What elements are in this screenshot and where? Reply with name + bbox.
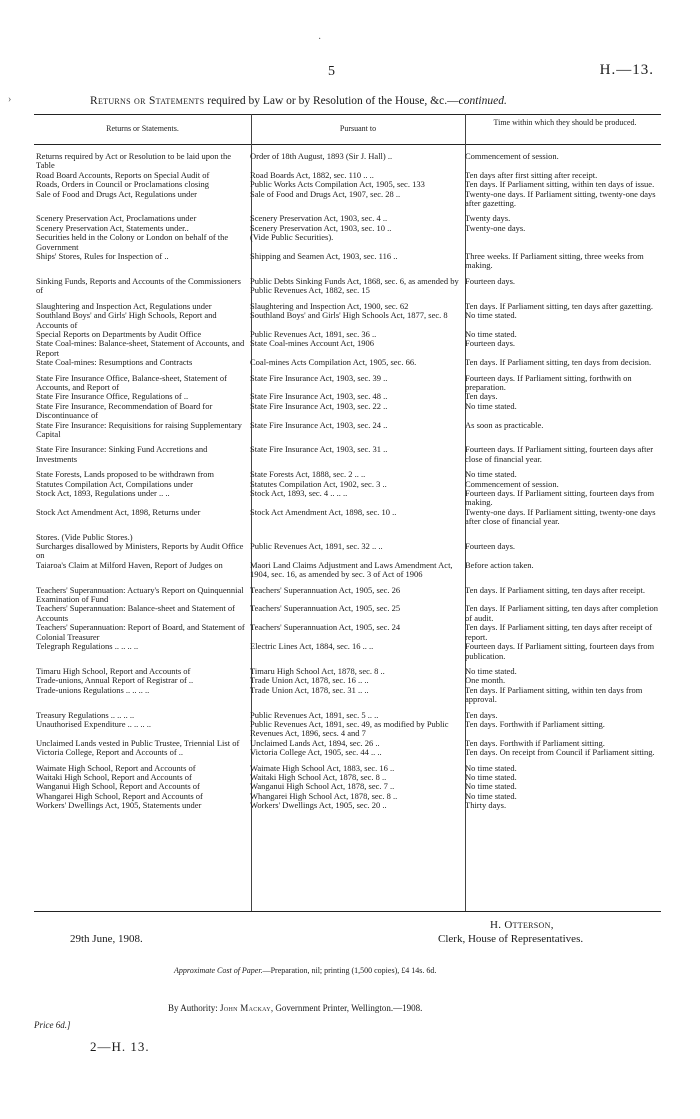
table-row: [34, 623, 661, 642]
pursuant-cell: Scenery Preservation Act, 1903, sec. 10 ..: [250, 222, 392, 233]
return-cell: Roads, Orders in Council or Proclamations closing: [36, 179, 210, 190]
time-cell: Fourteen days. If Parliament sitting, forthwith on preparation.: [465, 372, 632, 392]
printer-authority: [168, 1003, 422, 1013]
time-cell: Twenty-one days.: [465, 222, 526, 233]
time-cell: Fourteen days. If Parliament sitting, fourteen days from publication.: [465, 641, 655, 661]
return-cell: Stock Act, 1893, Regulations under .. ..: [36, 488, 170, 498]
time-cell: Ten days.: [465, 709, 498, 720]
printer-name: John Mackay: [220, 1003, 271, 1013]
table-row: [34, 152, 661, 171]
table-row: [34, 586, 661, 605]
time-cell: One month.: [465, 675, 506, 686]
time-cell: Twenty days.: [465, 213, 511, 224]
pursuant-cell: Scenery Preservation Act, 1903, sec. 4 ..: [250, 213, 388, 224]
return-cell: Unauthorised Expenditure .. .. .. ..: [36, 718, 151, 729]
margin-mark: ›: [8, 94, 12, 105]
pursuant-cell: Stock Act Amendment Act, 1898, sec. 10 ..: [250, 506, 397, 517]
table-top-rule: [34, 114, 661, 115]
table-row: [34, 489, 661, 508]
pursuant-cell: State Fire Insurance Act, 1903, sec. 22 ..: [250, 400, 388, 411]
pursuant-cell: Sale of Food and Drugs Act, 1907, sec. 28 ..: [250, 188, 401, 199]
table-row: [34, 421, 661, 440]
time-cell: Fourteen days.: [465, 338, 516, 349]
pursuant-cell: Public Revenues Act, 1891, sec. 49, as modified by Public Revenues Act, 1896, secs. 4 and 7: [250, 718, 449, 739]
pursuant-cell: Public Revenues Act, 1891, sec. 5 .. ..: [250, 709, 379, 720]
return-cell: Teachers' Superannuation: Report of Board, and Statement of Colonial Treasurer: [36, 622, 245, 642]
pursuant-cell: Waimate High School Act, 1883, sec. 16 ..: [250, 762, 395, 773]
pursuant-cell: Maori Land Claims Adjustment and Laws Amendment Act, 1904, sec. 16, as amended by sec. 3 of Act of 1906: [250, 559, 453, 580]
time-cell: Fourteen days. If Parliament sitting, fourteen days after close of financial year.: [465, 444, 654, 464]
return-cell: Stock Act Amendment Act, 1898, Returns under: [36, 506, 201, 517]
time-cell: Twenty-one days. If Parliament sitting, twenty-one days after close of financial year.: [465, 506, 656, 527]
table-row: [34, 642, 661, 661]
table-row: [34, 252, 661, 271]
time-cell: Ten days.: [465, 391, 498, 402]
table-row: [34, 190, 661, 209]
price-label: Price 6d.]: [34, 1020, 71, 1030]
return-cell: Special Reports on Departments by Audit Office: [36, 328, 202, 339]
pursuant-cell: Teachers' Superannuation Act, 1905, sec. 25: [250, 603, 401, 614]
returns-table-body: [34, 152, 661, 811]
return-cell: Road Board Accounts, Reports on Special Audit of: [36, 169, 210, 180]
time-cell: No time stated.: [465, 781, 517, 792]
return-cell: Telegraph Regulations .. .. .. ..: [36, 641, 139, 652]
pursuant-cell: State Coal-mines Account Act, 1906: [250, 338, 374, 349]
pursuant-cell: Victoria College Act, 1905, sec. 44 .. ..: [250, 747, 382, 758]
pursuant-cell: Road Boards Act, 1882, sec. 110 .. ..: [250, 169, 374, 180]
pursuant-cell: Coal-mines Acts Compilation Act, 1905, sec. 66.: [250, 357, 417, 368]
paper-cost-text: —Preparation, nil; printing (1,500 copies), £4 14s. 6d.: [262, 966, 437, 975]
column-header-pursuant: Pursuant to: [339, 124, 377, 133]
pursuant-cell: State Fire Insurance Act, 1903, sec. 24 ..: [250, 419, 388, 430]
pursuant-cell: Public Debts Sinking Funds Act, 1868, sec. 6, as amended by Public Revenues Act, 1882, sec. 15: [250, 275, 459, 296]
table-row: [34, 542, 661, 561]
pursuant-cell: Unclaimed Lands Act, 1894, sec. 26 ..: [250, 737, 380, 748]
time-cell: Fourteen days.: [465, 541, 516, 552]
return-cell: Southland Boys' and Girls' High Schools, Report and Accounts of: [36, 310, 217, 330]
return-cell: State Forests, Lands proposed to be withdrawn from: [36, 469, 214, 480]
time-cell: Ten days. If Parliament sitting, ten days after receipt of report.: [465, 622, 653, 642]
time-cell: Commencement of session.: [465, 478, 559, 489]
time-cell: No time stated.: [465, 310, 517, 321]
authority-prefix: By Authority:: [168, 1003, 221, 1013]
time-cell: No time stated.: [465, 328, 517, 339]
header-bottom-rule: [34, 144, 661, 145]
pursuant-cell: Public Revenues Act, 1891, sec. 36 ..: [250, 328, 377, 339]
table-bottom-rule: [34, 911, 661, 912]
return-cell: Teachers' Superannuation: Balance-sheet and Statement of Accounts: [36, 603, 235, 623]
time-cell: Ten days. If Parliament sitting, within ten days from approval.: [465, 684, 643, 705]
pursuant-cell: Statutes Compilation Act, 1902, sec. 3 ..: [250, 478, 387, 489]
title-rest: required by Law or by Resolution of the House, &c.—: [204, 95, 459, 107]
pursuant-cell: Public Works Acts Compilation Act, 1905, sec. 133: [250, 179, 425, 190]
table-row: [34, 748, 661, 757]
return-cell: Unclaimed Lands vested in Public Trustee, Triennial List of: [36, 737, 240, 748]
margin-dot: ·: [318, 34, 322, 45]
table-row: [34, 358, 661, 367]
return-cell: Ships' Stores, Rules for Inspection of ..: [36, 251, 169, 262]
pursuant-cell: State Fire Insurance Act, 1903, sec. 48 ..: [250, 391, 388, 402]
table-row: [34, 801, 661, 810]
pursuant-cell: Slaughtering and Inspection Act, 1900, sec. 62: [250, 300, 409, 311]
pursuant-cell: Electric Lines Act, 1884, sec. 16 .. ..: [250, 641, 374, 652]
page-number: 5: [328, 64, 335, 79]
return-cell: State Coal-mines: Resumptions and Contracts: [36, 357, 193, 368]
document-reference: H.—13.: [599, 62, 654, 78]
return-cell: State Fire Insurance Office, Balance-sheet, Statement of Accounts, and Report of: [36, 372, 228, 392]
table-row: [34, 374, 661, 393]
returns-table: [34, 152, 661, 811]
return-cell: Timaru High School, Report and Accounts of: [36, 665, 191, 676]
document-date: 29th June, 1908.: [70, 933, 143, 945]
return-cell: Surcharges disallowed by Ministers, Reports by Audit Office on: [36, 541, 244, 561]
table-row: [34, 402, 661, 421]
title-main: Returns or Statements: [90, 95, 205, 107]
pursuant-cell: Teachers' Superannuation Act, 1905, sec. 24: [250, 622, 401, 633]
return-cell: Teachers' Superannuation: Actuary's Report on Quinquennial Examination of Fund: [36, 584, 244, 605]
time-cell: No time stated.: [465, 469, 517, 480]
time-cell: Ten days. Forthwith if Parliament sitting.: [465, 718, 605, 729]
return-cell: State Fire Insurance: Sinking Fund Accretions and Investments: [36, 444, 208, 464]
signature-name: H. Otterson,: [490, 919, 554, 931]
table-row: [34, 339, 661, 358]
column-header-returns: Returns or Statements.: [106, 124, 179, 133]
pursuant-cell: State Fire Insurance Act, 1903, sec. 39 ..: [250, 372, 388, 383]
return-cell: State Coal-mines: Balance-sheet, Statement of Accounts, and Report: [36, 338, 245, 358]
sheet-signature-mark: 2—H. 13.: [90, 1039, 150, 1054]
time-cell: As soon as practicable.: [465, 419, 544, 430]
return-cell: Workers' Dwellings Act, 1905, Statements under: [36, 800, 202, 811]
page-title: [90, 95, 650, 107]
time-cell: Ten days after first sitting after receipt.: [465, 169, 598, 180]
pursuant-cell: Wanganui High School Act, 1878, sec. 7 ..: [250, 781, 395, 792]
time-cell: No time stated.: [465, 790, 517, 801]
return-cell: State Fire Insurance: Requisitions for raising Supplementary Capital: [36, 419, 242, 439]
pursuant-cell: Trade Union Act, 1878, sec. 16 .. ..: [250, 675, 369, 686]
time-cell: Fourteen days.: [465, 275, 516, 286]
return-cell: Stores. (Vide Public Stores.): [36, 531, 133, 542]
pursuant-cell: Timaru High School Act, 1878, sec. 8 ..: [250, 665, 385, 676]
signature-title: Clerk, House of Representatives.: [438, 933, 584, 945]
return-cell: Treasury Regulations .. .. .. ..: [36, 709, 135, 720]
return-cell: Trade-unions Regulations .. .. .. ..: [36, 684, 150, 695]
pursuant-cell: Trade Union Act, 1878, sec. 31 .. ..: [250, 684, 369, 695]
return-cell: Securities held in the Colony or London on behalf of the Government: [36, 232, 229, 252]
return-cell: Sale of Food and Drugs Act, Regulations under: [36, 188, 198, 199]
time-cell: Three weeks. If Parliament sitting, three weeks from making.: [465, 251, 644, 271]
return-cell: State Fire Insurance, Recommendation of Board for Discontinuance of: [36, 400, 213, 421]
return-cell: State Fire Insurance Office, Regulations of ..: [36, 391, 189, 402]
table-row: [34, 561, 661, 580]
time-cell: No time stated.: [465, 665, 517, 676]
table-row: [34, 686, 661, 705]
table-row: [34, 311, 661, 330]
pursuant-cell: Waitaki High School Act, 1878, sec. 8 ..: [250, 771, 387, 782]
table-row: [34, 720, 661, 739]
pursuant-cell: Shipping and Seamen Act, 1903, sec. 116 ..: [250, 251, 398, 262]
return-cell: Wanganui High School, Report and Accounts of: [36, 781, 200, 792]
pursuant-cell: Whangarei High School Act, 1878, sec. 8 ..: [250, 790, 398, 801]
return-cell: Slaughtering and Inspection Act, Regulations under: [36, 300, 212, 311]
pursuant-cell: Southland Boys' and Girls' High Schools Act, 1877, sec. 8: [250, 310, 448, 321]
time-cell: No time stated.: [465, 400, 517, 411]
time-cell: Before action taken.: [465, 559, 534, 570]
return-cell: Whangarei High School, Report and Accounts of: [36, 790, 203, 801]
table-row: [34, 508, 661, 527]
returns-table-grid: [34, 152, 661, 811]
return-cell: Scenery Preservation Act, Proclamations under: [36, 213, 197, 224]
return-cell: Sinking Funds, Reports and Accounts of the Commissioners of: [36, 275, 241, 296]
time-cell: Ten days. On receipt from Council if Parliament sitting.: [465, 747, 655, 758]
authority-rest: , Government Printer, Wellington.—1908.: [270, 1003, 423, 1013]
return-cell: Waimate High School, Report and Accounts of: [36, 762, 196, 773]
time-cell: Ten days. Forthwith if Parliament sitting.: [465, 737, 605, 748]
time-cell: [463, 233, 661, 252]
time-cell: Twenty-one days. If Parliament sitting, twenty-one days after gazetting.: [465, 188, 656, 209]
return-cell: Returns required by Act or Resolution to be laid upon the Table: [36, 151, 231, 171]
time-cell: Fourteen days. If Parliament sitting, fourteen days from making.: [465, 488, 655, 508]
time-cell: No time stated.: [465, 771, 517, 782]
time-cell: Ten days. If Parliament sitting, ten days after completion of audit.: [465, 603, 658, 623]
column-header-time: Time within which they should be produced.: [493, 118, 637, 127]
time-cell: Ten days. If Parliament sitting, ten days from decision.: [465, 357, 652, 368]
title-continued: continued.: [458, 95, 507, 107]
time-cell: Commencement of session.: [465, 151, 559, 161]
table-row: [34, 277, 661, 296]
return-cell: Statutes Compilation Act, Compilations under: [36, 478, 194, 489]
pursuant-cell: State Forests Act, 1888, sec. 2 .. ..: [250, 469, 366, 480]
pursuant-cell: State Fire Insurance Act, 1903, sec. 31 ..: [250, 444, 388, 455]
table-row: [34, 604, 661, 623]
time-cell: Thirty days.: [465, 800, 507, 811]
pursuant-cell: (Vide Public Securities).: [250, 232, 334, 243]
time-cell: Ten days. If Parliament sitting, ten days after receipt.: [465, 584, 645, 595]
paper-cost-note: [174, 966, 436, 975]
return-cell: Victoria College, Report and Accounts of ..: [36, 747, 184, 758]
return-cell: Trade-unions, Annual Report of Registrar of ..: [36, 675, 194, 686]
return-cell: Scenery Preservation Act, Statements under..: [36, 222, 189, 233]
pursuant-cell: Order of 18th August, 1893 (Sir J. Hall) ..: [250, 151, 393, 161]
time-cell: No time stated.: [465, 762, 517, 773]
return-cell: Waitaki High School, Report and Accounts of: [36, 771, 192, 782]
time-cell: Ten days. If Parliament sitting, ten days after gazetting.: [465, 300, 654, 311]
pursuant-cell: Workers' Dwellings Act, 1905, sec. 20 ..: [250, 800, 387, 811]
pursuant-cell: Public Revenues Act, 1891, sec. 32 .. ..: [250, 541, 383, 552]
table-row: [34, 233, 661, 252]
time-cell: Ten days. If Parliament sitting, within ten days of issue.: [465, 179, 655, 190]
pursuant-cell: Teachers' Superannuation Act, 1905, sec. 26: [250, 584, 401, 595]
table-row: [34, 445, 661, 464]
return-cell: Taiaroa's Claim at Milford Haven, Report of Judges on: [36, 559, 223, 570]
pursuant-cell: Stock Act, 1893, sec. 4 .. .. ..: [250, 488, 348, 498]
paper-cost-label: Approximate Cost of Paper.: [174, 966, 263, 975]
